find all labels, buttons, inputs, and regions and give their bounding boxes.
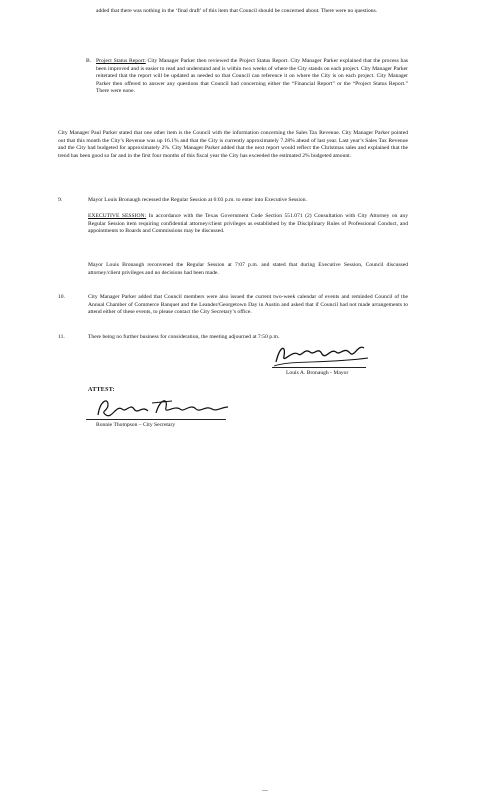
- item-10-text: City Manager Parker added that Council members were also issued the current two-week calendar of events and reminded Council of the Annual Chamber of Commerce Banquet and the Leander/Georgetown Day in Austin and asked that if Council had not made arrangements to attend either of these events, to please contact the City Secretary’s office.: [88, 294, 408, 316]
- item-11-text: There being no further business for consideration, the meeting adjourned at 7:50 p.m.: [88, 334, 280, 340]
- item-b-heading: Project Status Report:: [96, 58, 146, 64]
- item-10-paragraph: [88, 294, 408, 317]
- continuation-text: added that there was nothing in the ‘final draft’ of this item that Council should be concerned about. There were no questions.: [96, 8, 378, 14]
- executive-session-text: In accordance with the Texas Government Code Section 551.071 (2) Consultation with City Attorney on any Regular Session item requiring confidential attorney/client privileges as established by the Disciplinary Rules of Professional Conduct, and appointments to Boards and Commissions may be discussed.: [88, 213, 409, 235]
- mayor-signature-scribble: [272, 340, 372, 370]
- item-9-paragraph: [88, 197, 408, 205]
- executive-session-paragraph: [88, 213, 408, 236]
- item-9-number: 9.: [58, 197, 63, 203]
- attest-label: ATTEST:: [88, 387, 115, 393]
- sales-tax-paragraph: [58, 130, 408, 160]
- item-b-marker: B.: [86, 58, 92, 64]
- item-9-text: Mayor Louis Bronaugh recessed the Regular Session at 6:03 p.m. to enter into Executive Session.: [88, 197, 307, 203]
- secretary-signature-scribble: [94, 395, 234, 421]
- item-b-paragraph: [96, 58, 408, 96]
- mayor-name: Louis A. Bronaugh - Mayor: [286, 370, 349, 376]
- continuation-paragraph: [96, 8, 408, 16]
- secretary-name: Ronnie Thompson – City Secretary: [96, 422, 176, 428]
- item-b-text: City Manager Parker then reviewed the Project Status Report. City Manager Parker explained that the process has been improved and is easier to read and understand and is within two weeks of where the City stands on each project. City Manager Parker reiterated that the report will be updated as needed so that Council can reference it on where the City is on each project. City Manager Parker then offered to answer any questions that Council had concerning either the “Financial Report” or the “Project Status Report.” There were none.: [96, 58, 408, 95]
- reconvene-paragraph: [88, 262, 408, 277]
- executive-session-heading: EXECUTIVE SESSION:: [88, 213, 147, 219]
- page-footer-mark: —: [262, 788, 268, 794]
- reconvene-text: Mayor Louis Bronaugh reconvened the Regular Session at 7:07 p.m. and stated that during Executive Session, Council discussed attorney/client privileges and no decisions had been made.: [88, 262, 408, 276]
- sales-tax-text: City Manager Paul Parker stated that one other item is the Council with the information concerning the Sales Tax Revenue. City Manager Parker pointed out that this month the City’s Revenue was up 16.1% and that the City is currently approximately 7.28% ahead of last year. Last year’s Sales Tax Revenue and the City had budgeted for approximately 2%. City Manager Parker added that the next report would reflect the Christmas sales and explained that the trend has been good so far and in the first four months of this fiscal year the City has exceeded the estimated 2% budgeted amount.: [58, 130, 408, 159]
- secretary-signature-line: [86, 419, 226, 420]
- item-11-number: 11.: [58, 334, 65, 340]
- mayor-signature-line: [272, 367, 366, 368]
- item-10-number: 10.: [58, 294, 65, 300]
